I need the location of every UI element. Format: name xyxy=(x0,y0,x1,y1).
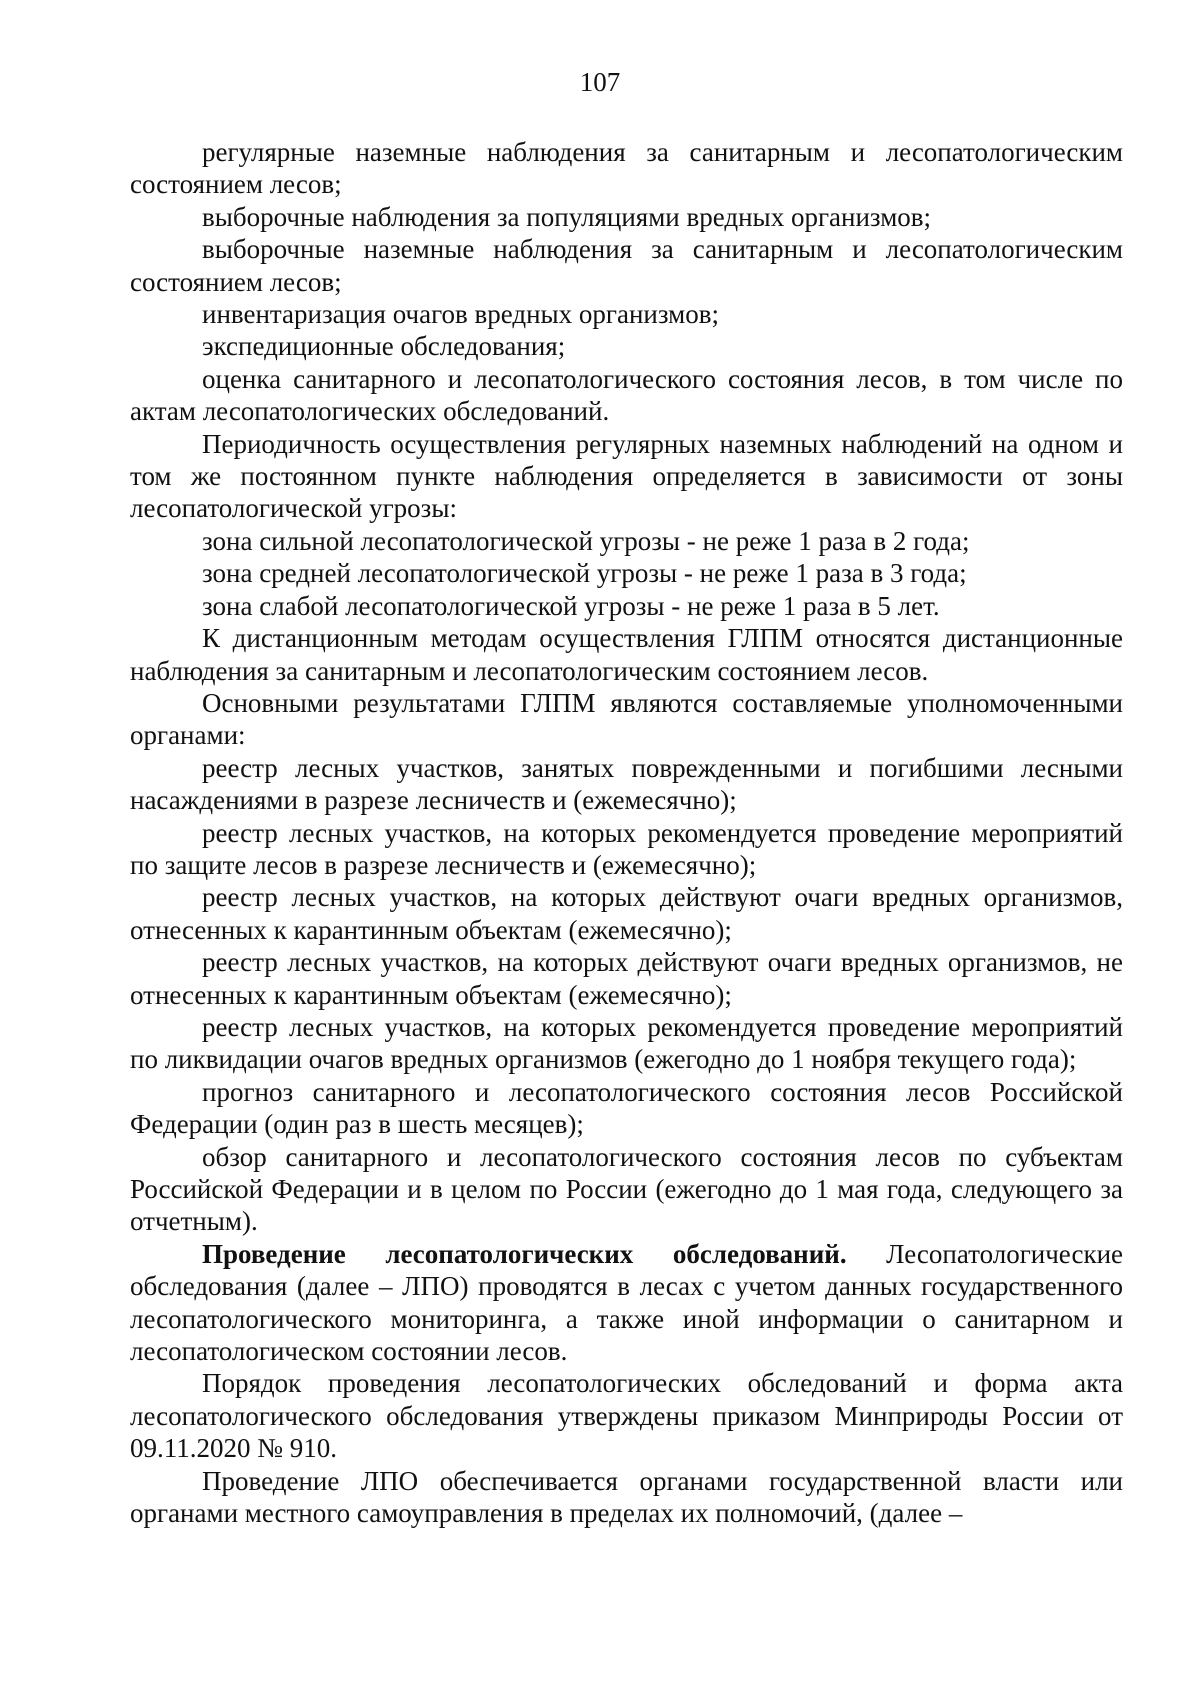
paragraph: реестр лесных участков, занятых поврежденными и погибшими лесными насаждениями в разрезе лесничеств и (ежемесячно); xyxy=(130,752,1123,816)
paragraph: оценка санитарного и лесопатологического состояния лесов, в том числе по актам лесопатологических обследований. xyxy=(130,363,1123,427)
paragraph: реестр лесных участков, на которых рекомендуется проведение мероприятий по защите лесов в разрезе лесничеств и (ежемесячно); xyxy=(130,817,1123,880)
lpo-paragraph xyxy=(130,1238,1123,1368)
paragraph: зона сильной лесопатологической угрозы - не реже 1 раза в 2 года; xyxy=(202,525,970,556)
last-paragraph: Проведение ЛПО обеспечивается органами государственной власти или органами местного самоуправления в пределах их полномочий, (далее – xyxy=(130,1465,1123,1529)
paragraph: Основными результатами ГЛПМ являются составляемые уполномоченными органами: xyxy=(130,687,1123,751)
paragraph: регулярные наземные наблюдения за санитарным и лесопатологическим состоянием лесов; xyxy=(130,137,1123,200)
paragraph: зона средней лесопатологической угрозы - не реже 1 раза в 3 года; xyxy=(202,558,967,589)
section-lead-text: Лесопатологические обследования (далее – ЛПО) проводятся в лесах с учетом данных государственного лесопатологического мониторинга, а также иной информации о санитарном и лесопатологическом состоянии лесов. xyxy=(130,1238,1123,1367)
paragraph: обзор санитарного и лесопатологического состояния лесов по субъектам Российской Федерации и в целом по России (ежегодно до 1 мая года, следующего за отчетным). xyxy=(130,1141,1123,1237)
document-body xyxy=(130,136,1123,1529)
paragraph: реестр лесных участков, на которых действуют очаги вредных организмов, отнесенных к карантинным объектам (ежемесячно); xyxy=(130,882,1123,945)
paragraph: экспедиционные обследования; xyxy=(202,331,566,362)
order-paragraph: Порядок проведения лесопатологических обследований и форма акта лесопатологического обследования утверждены приказом Минприроды России от 09.11.2020 № 910. xyxy=(130,1368,1123,1464)
paragraph: выборочные наземные наблюдения за санитарным и лесопатологическим состоянием лесов; xyxy=(130,234,1123,297)
paragraph: инвентаризация очагов вредных организмов; xyxy=(202,299,719,330)
page-number: 107 xyxy=(579,67,621,97)
paragraph: прогноз санитарного и лесопатологического состояния лесов Российской Федерации (один раз в шесть месяцев); xyxy=(130,1076,1123,1140)
paragraph: зона слабой лесопатологической угрозы - не реже 1 раза в 5 лет. xyxy=(202,590,940,621)
section-lead-bold: Проведение лесопатологических обследований. xyxy=(202,1238,847,1269)
paragraph: К дистанционным методам осуществления ГЛПМ относятся дистанционные наблюдения за санитарным и лесопатологическим состоянием лесов. xyxy=(130,623,1123,686)
paragraph: реестр лесных участков, на которых рекомендуется проведение мероприятий по ликвидации очагов вредных организмов (ежегодно до 1 ноября текущего года); xyxy=(130,1011,1123,1075)
paragraph: Периодичность осуществления регулярных наземных наблюдений на одном и том же постоянном пункте наблюдения определяется в зависимости от зоны лесопатологической угрозы: xyxy=(130,428,1123,524)
paragraph: реестр лесных участков, на которых действуют очаги вредных организмов, не отнесенных к карантинным объектам (ежемесячно); xyxy=(130,947,1123,1010)
paragraph: выборочные наблюдения за популяциями вредных организмов; xyxy=(202,201,932,232)
